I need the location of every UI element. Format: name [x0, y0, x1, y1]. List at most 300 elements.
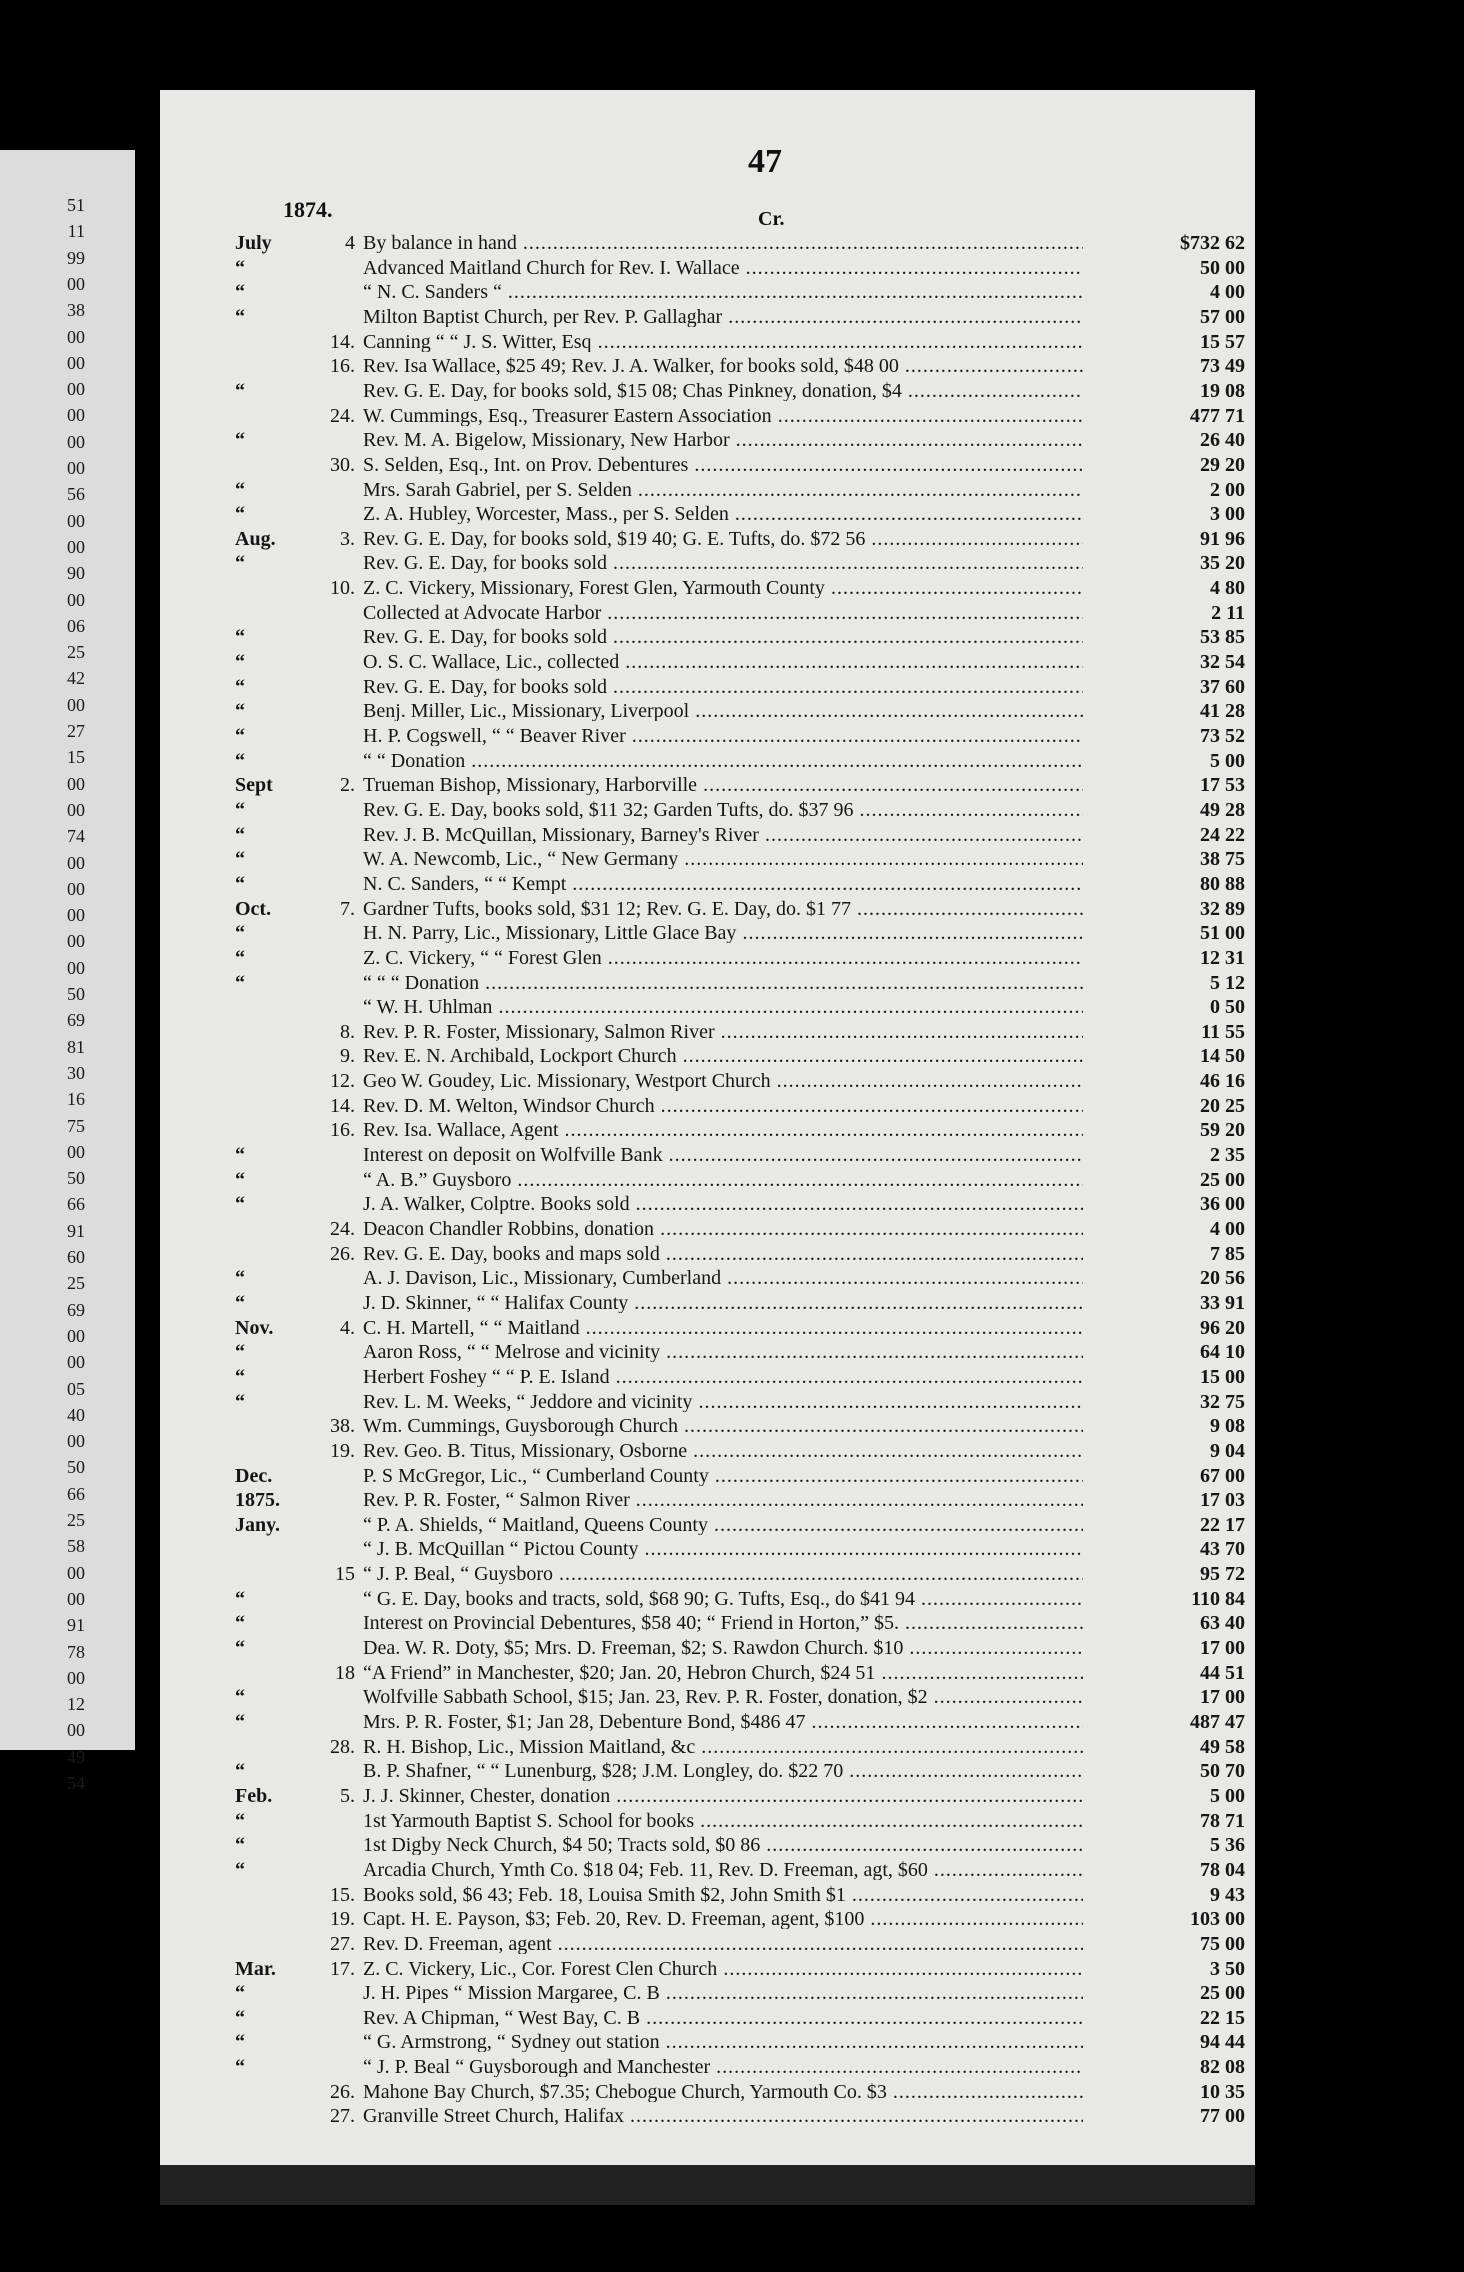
facing-page-amount: 00 — [67, 773, 85, 794]
ledger-amount: 2 00 — [1210, 478, 1245, 501]
facing-page-amount: 00 — [67, 326, 85, 347]
ledger-month: “ — [235, 478, 245, 501]
ledger-month: Mar. — [235, 1957, 276, 1980]
ledger-amount: 63 40 — [1200, 1612, 1245, 1635]
ledger-description: Capt. H. E. Payson, $3; Feb. 20, Rev. D. Freeman, agent, $100 ..... — [363, 1909, 1083, 1929]
ledger-row — [235, 1244, 1245, 1264]
facing-page-amount: 00 — [67, 1588, 85, 1609]
ledger-day: 18 — [335, 1661, 355, 1684]
ledger-month: “ — [235, 429, 245, 452]
ledger-amount: 26 40 — [1200, 429, 1245, 452]
ledger-month: “ — [235, 1168, 245, 1191]
ledger-row — [235, 430, 1245, 450]
ledger-row — [235, 775, 1245, 795]
ledger-amount: 29 20 — [1200, 453, 1245, 476]
ledger-amount: 17 00 — [1200, 1686, 1245, 1709]
ledger-row — [235, 677, 1245, 697]
ledger-description: Z. C. Vickery, Lic., Cor. Forest Clen Church ..... — [363, 1959, 1083, 1979]
ledger-amount: 4 80 — [1210, 577, 1245, 600]
ledger-amount: 19 08 — [1200, 379, 1245, 402]
ledger-month: “ — [235, 2031, 245, 2054]
ledger-amount: 32 54 — [1200, 651, 1245, 674]
ledger-month: “ — [235, 700, 245, 723]
ledger-row — [235, 1835, 1245, 1855]
ledger-row — [235, 1663, 1245, 1683]
facing-page-amount: 00 — [67, 1141, 85, 1162]
ledger-description: 1st Digby Neck Church, $4 50; Tracts sold, $0 86 ..... — [363, 1835, 1083, 1855]
ledger-amount: 22 15 — [1200, 2006, 1245, 2029]
ledger-month: “ — [235, 2006, 245, 2029]
ledger-description: Z. C. Vickery, “ “ Forest Glen ..... — [363, 948, 1083, 968]
ledger-row — [235, 1959, 1245, 1979]
ledger-amount: 0 50 — [1210, 996, 1245, 1019]
ledger-month: “ — [235, 503, 245, 526]
ledger-row — [235, 356, 1245, 376]
ledger-amount: 10 35 — [1200, 2080, 1245, 2103]
ledger-description: Books sold, $6 43; Feb. 18, Louisa Smith $2, John Smith $1 ..... — [363, 1885, 1083, 1905]
ledger-amount: 32 75 — [1200, 1390, 1245, 1413]
ledger-description: “ J. P. Beal “ Guysborough and Manchester ..... — [363, 2057, 1083, 2077]
ledger-amount: 9 04 — [1210, 1439, 1245, 1462]
ledger-description: W. A. Newcomb, Lic., “ New Germany ..... — [363, 849, 1083, 869]
ledger-row — [235, 1145, 1245, 1165]
ledger-amount: 24 22 — [1200, 823, 1245, 846]
ledger-amount: 75 00 — [1200, 1932, 1245, 1955]
facing-page-amount: 00 — [67, 1325, 85, 1346]
facing-page-amount: 00 — [67, 957, 85, 978]
ledger-day: 28. — [330, 1735, 355, 1758]
ledger-month: “ — [235, 305, 245, 328]
facing-page-amount: 00 — [67, 589, 85, 610]
ledger-amount: 41 28 — [1200, 700, 1245, 723]
page-shadow — [160, 2165, 1255, 2205]
facing-page-amount: 12 — [67, 1694, 85, 1715]
ledger-description: Rev. P. R. Foster, Missionary, Salmon River ..... — [363, 1022, 1083, 1042]
facing-page-amount: 56 — [67, 484, 85, 505]
ledger-amount: 3 00 — [1210, 503, 1245, 526]
ledger-month: Sept — [235, 774, 273, 797]
ledger-amount: 4 00 — [1210, 281, 1245, 304]
ledger-amount: 477 71 — [1190, 404, 1245, 427]
ledger-amount: 50 70 — [1200, 1760, 1245, 1783]
ledger-row — [235, 1909, 1245, 1929]
facing-page-amount: 00 — [67, 431, 85, 452]
ledger-amount: 17 03 — [1200, 1489, 1245, 1512]
facing-page-amount: 00 — [67, 405, 85, 426]
ledger-amount: 3 50 — [1210, 1957, 1245, 1980]
ledger-description: Rev. Isa. Wallace, Agent ..... — [363, 1120, 1083, 1140]
ledger-month: “ — [235, 922, 245, 945]
ledger-month: “ — [235, 281, 245, 304]
ledger-description: Z. A. Hubley, Worcester, Mass., per S. Selden ..... — [363, 504, 1083, 524]
ledger-amount: 25 00 — [1200, 1982, 1245, 2005]
ledger-day: 16. — [330, 355, 355, 378]
facing-page-amount: 00 — [67, 352, 85, 373]
ledger-description: Wm. Cummings, Guysborough Church ..... — [363, 1416, 1083, 1436]
ledger-month: “ — [235, 798, 245, 821]
ledger-description: “ P. A. Shields, “ Maitland, Queens County ..... — [363, 1515, 1083, 1535]
ledger-day: 27. — [330, 2105, 355, 2128]
ledger-row — [235, 1120, 1245, 1140]
ledger-day: 12. — [330, 1070, 355, 1093]
ledger-month: Dec. — [235, 1464, 273, 1487]
ledger-row — [235, 1367, 1245, 1387]
ledger-day: 38. — [330, 1415, 355, 1438]
ledger-month: “ — [235, 1341, 245, 1364]
ledger-row — [235, 1022, 1245, 1042]
ledger-amount: 80 88 — [1200, 872, 1245, 895]
facing-page-amount: 00 — [67, 1431, 85, 1452]
ledger-row — [235, 1219, 1245, 1239]
ledger-row — [235, 233, 1245, 253]
ledger-amount: 82 08 — [1200, 2056, 1245, 2079]
ledger-description: Mrs. Sarah Gabriel, per S. Selden ..... — [363, 480, 1083, 500]
ledger-amount: 5 00 — [1210, 1784, 1245, 1807]
ledger-row — [235, 1318, 1245, 1338]
facing-page-amount: 16 — [67, 1089, 85, 1110]
ledger-description: Gardner Tufts, books sold, $31 12; Rev. G. E. Day, do. $1 77 ..... — [363, 899, 1083, 919]
ledger-row — [235, 1416, 1245, 1436]
ledger-amount: 50 00 — [1200, 256, 1245, 279]
ledger-description: Rev. G. E. Day, books and maps sold ..... — [363, 1244, 1083, 1264]
ledger-description: P. S McGregor, Lic., “ Cumberland County ..... — [363, 1466, 1083, 1486]
ledger-amount: 73 52 — [1200, 725, 1245, 747]
ledger-row — [235, 1638, 1245, 1658]
facing-page-amount: 00 — [67, 852, 85, 873]
ledger-amount: 57 00 — [1200, 305, 1245, 328]
facing-page-amount: 69 — [67, 1010, 85, 1031]
ledger-amount: 5 36 — [1210, 1834, 1245, 1857]
ledger-amount: 77 00 — [1200, 2105, 1245, 2128]
ledger-row — [235, 480, 1245, 500]
ledger-description: Wolfville Sabbath School, $15; Jan. 23, Rev. P. R. Foster, donation, $2 ..... — [363, 1687, 1083, 1707]
ledger-amount: 5 12 — [1210, 971, 1245, 994]
ledger-amount: 2 35 — [1210, 1144, 1245, 1167]
ledger-day: 24. — [330, 404, 355, 427]
ledger-month: “ — [235, 1760, 245, 1783]
facing-page-amount: 00 — [67, 931, 85, 952]
ledger-description: Rev. A Chipman, “ West Bay, C. B ..... — [363, 2008, 1083, 2028]
ledger-amount: 78 04 — [1200, 1858, 1245, 1881]
ledger-row — [235, 2057, 1245, 2077]
ledger-description: J. H. Pipes “ Mission Margaree, C. B ..... — [363, 1983, 1083, 2003]
ledger-day: 3. — [340, 527, 355, 550]
ledger-row — [235, 1268, 1245, 1288]
ledger-row — [235, 332, 1245, 352]
ledger-month: “ — [235, 256, 245, 279]
ledger-description: B. P. Shafner, “ “ Lunenburg, $28; J.M. Longley, do. $22 70 ..... — [363, 1761, 1083, 1781]
ledger-month: “ — [235, 1587, 245, 1610]
ledger-description: Geo W. Goudey, Lic. Missionary, Westport Church ..... — [363, 1071, 1083, 1091]
ledger-amount: 33 91 — [1200, 1291, 1245, 1314]
ledger-description: “ “ “ Donation ..... — [363, 973, 1083, 993]
ledger-month: “ — [235, 626, 245, 649]
facing-page-amount: 15 — [67, 747, 85, 768]
ledger-description: Herbert Foshey “ “ P. E. Island ..... — [363, 1367, 1083, 1387]
ledger-row — [235, 1170, 1245, 1190]
ledger-row — [235, 800, 1245, 820]
facing-page-amount: 91 — [67, 1220, 85, 1241]
facing-page-amount: 00 — [67, 1667, 85, 1688]
ledger-row — [235, 1934, 1245, 1954]
ledger-row — [235, 1392, 1245, 1412]
ledger-day: 14. — [330, 1094, 355, 1117]
ledger-row — [235, 899, 1245, 919]
ledger-description: Rev. D. M. Welton, Windsor Church ..... — [363, 1096, 1083, 1116]
ledger-amount: 12 31 — [1200, 946, 1245, 969]
ledger-month: “ — [235, 749, 245, 772]
ledger-row — [235, 2082, 1245, 2102]
facing-page-amount: 30 — [67, 1062, 85, 1083]
ledger-amount: 11 55 — [1201, 1020, 1245, 1043]
ledger-amount: 67 00 — [1200, 1464, 1245, 1487]
ledger-amount: 37 60 — [1200, 675, 1245, 698]
ledger-description: “ G. E. Day, books and tracts, sold, $68 90; G. Tufts, Esq., do $41 94 ..... — [363, 1589, 1083, 1609]
ledger-description: Collected at Advocate Harbor ..... — [363, 603, 1083, 623]
ledger-month: “ — [235, 872, 245, 895]
ledger-description: Mrs. P. R. Foster, $1; Jan 28, Debenture Bond, $486 47 ..... — [363, 1712, 1083, 1732]
facing-page-amount: 42 — [67, 668, 85, 689]
facing-page-amount: 81 — [67, 1036, 85, 1057]
ledger-description: 1st Yarmouth Baptist S. School for books ..... — [363, 1811, 1083, 1831]
ledger-description: Aaron Ross, “ “ Melrose and vicinity ..... — [363, 1342, 1083, 1362]
ledger-day: 14. — [330, 330, 355, 353]
facing-page-amount: 50 — [67, 984, 85, 1004]
ledger-row — [235, 1515, 1245, 1535]
facing-page-amount: 99 — [67, 247, 85, 268]
ledger-day: 4 — [345, 232, 355, 254]
ledger-amount: 20 56 — [1200, 1267, 1245, 1290]
ledger-month: “ — [235, 823, 245, 846]
facing-page-amount: 00 — [67, 458, 85, 478]
ledger-description: Rev. G. E. Day, for books sold, $19 40; G. E. Tufts, do. $72 56 ..... — [363, 529, 1083, 549]
ledger-amount: 51 00 — [1200, 922, 1245, 945]
ledger-amount: 43 70 — [1200, 1538, 1245, 1561]
ledger-amount: 110 84 — [1191, 1587, 1245, 1610]
ledger-row — [235, 1786, 1245, 1806]
ledger-row — [235, 1737, 1245, 1757]
ledger-day: 8. — [340, 1020, 355, 1043]
facing-page-amount: 27 — [67, 721, 85, 741]
ledger-amount: 15 00 — [1200, 1365, 1245, 1388]
ledger-description: Rev. Isa Wallace, $25 49; Rev. J. A. Walker, for books sold, $48 00 ..... — [363, 356, 1083, 376]
ledger-amount: 64 10 — [1200, 1341, 1245, 1364]
ledger-description: “ A. B.” Guysboro ..... — [363, 1170, 1083, 1190]
ledger-day: 10. — [330, 577, 355, 600]
facing-page-amount: 78 — [67, 1641, 85, 1662]
facing-page-amount: 54 — [67, 1773, 85, 1793]
ledger-amount: 49 58 — [1200, 1735, 1245, 1758]
ledger-amount: 46 16 — [1200, 1070, 1245, 1093]
ledger-row — [235, 1441, 1245, 1461]
ledger-day: 30. — [330, 453, 355, 476]
ledger-day: 15. — [330, 1883, 355, 1906]
ledger-row — [235, 1811, 1245, 1831]
ledger-month: Aug. — [235, 527, 276, 550]
facing-page-amount: 00 — [67, 1352, 85, 1373]
facing-page-amount: 66 — [67, 1483, 85, 1504]
ledger-day: 19. — [330, 1439, 355, 1462]
ledger-amount: 22 17 — [1200, 1513, 1245, 1536]
facing-page-amount: 00 — [67, 536, 85, 557]
ledger-day: 15 — [335, 1563, 355, 1586]
ledger-row — [235, 726, 1245, 746]
ledger-row — [235, 307, 1245, 327]
ledger-description: H. P. Cogswell, “ “ Beaver River ..... — [363, 726, 1083, 746]
ledger-description: By balance in hand ..... — [363, 233, 1083, 253]
ledger-description: Rev. J. B. McQuillan, Missionary, Barney's River ..... — [363, 825, 1083, 845]
ledger-description: Deacon Chandler Robbins, donation ..... — [363, 1219, 1083, 1239]
ledger-description: O. S. C. Wallace, Lic., collected ..... — [363, 652, 1083, 672]
ledger-row — [235, 1194, 1245, 1214]
ledger-row — [235, 578, 1245, 598]
ledger-row — [235, 529, 1245, 549]
ledger-day: 27. — [330, 1932, 355, 1955]
facing-page-amount: 00 — [67, 905, 85, 926]
ledger-row — [235, 1466, 1245, 1486]
ledger-row — [235, 1096, 1245, 1116]
ledger-amount: 15 57 — [1200, 330, 1245, 353]
ledger-description: “ J. P. Beal, “ Guysboro ..... — [363, 1564, 1083, 1584]
ledger-description: J. D. Skinner, “ “ Halifax County ..... — [363, 1293, 1083, 1313]
ledger-day: 26. — [330, 1242, 355, 1265]
ledger-row — [235, 1613, 1245, 1633]
ledger-description: Rev. D. Freeman, agent ..... — [363, 1934, 1083, 1954]
ledger-day: 16. — [330, 1119, 355, 1142]
ledger-month: “ — [235, 1637, 245, 1660]
ledger-month: “ — [235, 946, 245, 969]
facing-page-amount: 25 — [67, 642, 85, 663]
ledger-row — [235, 1761, 1245, 1781]
ledger-amount: 59 20 — [1200, 1119, 1245, 1142]
facing-page-amount: 90 — [67, 563, 85, 584]
ledger-amount: 44 51 — [1200, 1661, 1245, 1684]
ledger-row — [235, 1342, 1245, 1362]
facing-page-amount: 58 — [67, 1536, 85, 1557]
ledger-amount: 14 50 — [1200, 1045, 1245, 1068]
facing-page-amount: 06 — [67, 615, 85, 636]
ledger-description: “ N. C. Sanders “ ..... — [363, 282, 1083, 302]
facing-page-amount: 00 — [67, 510, 85, 531]
ledger-amount: 35 20 — [1200, 552, 1245, 575]
ledger-month: July — [235, 232, 272, 254]
ledger-description: “ “ Donation ..... — [363, 751, 1083, 771]
ledger-description: Granville Street Church, Halifax ..... — [363, 2106, 1083, 2126]
ledger-amount: 36 00 — [1200, 1193, 1245, 1216]
ledger-row — [235, 701, 1245, 721]
ledger-description: Rev. E. N. Archibald, Lockport Church ..... — [363, 1046, 1083, 1066]
facing-page-amount: 91 — [67, 1615, 85, 1636]
ledger-day: 24. — [330, 1218, 355, 1240]
ledger-row — [235, 1885, 1245, 1905]
ledger-day: 17. — [330, 1957, 355, 1980]
ledger-month: “ — [235, 725, 245, 747]
facing-page-amount: 38 — [67, 300, 85, 321]
facing-page-amount: 00 — [67, 878, 85, 899]
ledger-month: “ — [235, 1686, 245, 1709]
ledger-month: 1875. — [235, 1489, 280, 1512]
ledger-row — [235, 1687, 1245, 1707]
ledger-row — [235, 1490, 1245, 1510]
ledger-amount: 4 00 — [1210, 1218, 1245, 1240]
ledger-description: Mahone Bay Church, $7.35; Chebogue Church, Yarmouth Co. $3 ..... — [363, 2082, 1083, 2102]
facing-page-amount: 60 — [67, 1247, 85, 1267]
ledger-description: H. N. Parry, Lic., Missionary, Little Glace Bay ..... — [363, 923, 1083, 943]
ledger-amount: $732 62 — [1180, 232, 1245, 254]
facing-page-amount: 40 — [67, 1404, 85, 1425]
ledger-row — [235, 504, 1245, 524]
ledger-description: R. H. Bishop, Lic., Mission Maitland, &c ..... — [363, 1737, 1083, 1757]
ledger-day: 2. — [340, 774, 355, 797]
ledger-amount: 103 00 — [1190, 1908, 1245, 1931]
ledger-description: “ W. H. Uhlman ..... — [363, 997, 1083, 1017]
ledger-description: Rev. G. E. Day, books sold, $11 32; Garden Tufts, do. $37 96 ..... — [363, 800, 1083, 820]
facing-page-amount: 25 — [67, 1510, 85, 1530]
ledger-description: Rev. G. E. Day, for books sold ..... — [363, 677, 1083, 697]
page-number: 47 — [748, 143, 782, 180]
ledger-description: Dea. W. R. Doty, $5; Mrs. D. Freeman, $2; S. Rawdon Church. $10 ..... — [363, 1638, 1083, 1658]
ledger-amount: 7 85 — [1210, 1242, 1245, 1265]
ledger-row — [235, 603, 1245, 623]
ledger-month: “ — [235, 1193, 245, 1216]
ledger-description: C. H. Martell, “ “ Maitland ..... — [363, 1318, 1083, 1338]
facing-page-amount: 00 — [67, 273, 85, 294]
ledger-description: Rev. L. M. Weeks, “ Jeddore and vicinity ..... — [363, 1392, 1083, 1412]
ledger-description: N. C. Sanders, “ “ Kempt ..... — [363, 874, 1083, 894]
ledger-description: Rev. Geo. B. Titus, Missionary, Osborne ..... — [363, 1441, 1083, 1461]
ledger-month: “ — [235, 1858, 245, 1881]
ledger-description: Advanced Maitland Church for Rev. I. Wallace ..... — [363, 258, 1083, 278]
facing-page-amount: 49 — [67, 1746, 85, 1767]
ledger-description: “ G. Armstrong, “ Sydney out station ..... — [363, 2032, 1083, 2052]
ledger-description: J. A. Walker, Colptre. Books sold ..... — [363, 1194, 1083, 1214]
facing-page-amount: 00 — [67, 799, 85, 820]
ledger-description: W. Cummings, Esq., Treasurer Eastern Association ..... — [363, 406, 1083, 426]
ledger-month: “ — [235, 1809, 245, 1832]
ledger-row — [235, 652, 1245, 672]
facing-page-amount: 05 — [67, 1378, 85, 1399]
ledger-month: “ — [235, 1982, 245, 2005]
facing-page-amount: 00 — [67, 1562, 85, 1583]
ledger-month: “ — [235, 1291, 245, 1314]
ledger-description: “A Friend” in Manchester, $20; Jan. 20, Hebron Church, $24 51 ..... — [363, 1663, 1083, 1683]
ledger-month: Feb. — [235, 1784, 273, 1807]
ledger-description: A. J. Davison, Lic., Missionary, Cumberland ..... — [363, 1268, 1083, 1288]
ledger-row — [235, 381, 1245, 401]
facing-page-amount: 69 — [67, 1299, 85, 1320]
ledger-row — [235, 1293, 1245, 1313]
facing-page-amount: 50 — [67, 1457, 85, 1478]
ledger-row — [235, 874, 1245, 894]
ledger-description: J. J. Skinner, Chester, donation ..... — [363, 1786, 1083, 1806]
ledger-month: “ — [235, 1711, 245, 1733]
ledger-row — [235, 923, 1245, 943]
ledger-month: “ — [235, 2056, 245, 2079]
ledger-amount: 17 53 — [1200, 774, 1245, 797]
ledger-day: 26. — [330, 2080, 355, 2103]
ledger-month: Oct. — [235, 897, 272, 920]
ledger-month: Nov. — [235, 1316, 274, 1339]
ledger-row — [235, 258, 1245, 278]
ledger-month: “ — [235, 1612, 245, 1635]
ledger-amount: 487 47 — [1190, 1711, 1245, 1733]
ledger-description: Rev. G. E. Day, for books sold, $15 08; Chas Pinkney, donation, $4 ..... — [363, 381, 1083, 401]
ledger-amount: 53 85 — [1200, 626, 1245, 649]
facing-page-amount: 75 — [67, 1115, 85, 1136]
facing-page-amount: 51 — [67, 195, 85, 215]
ledger-day: 9. — [340, 1045, 355, 1068]
ledger-amount: 96 20 — [1200, 1316, 1245, 1339]
